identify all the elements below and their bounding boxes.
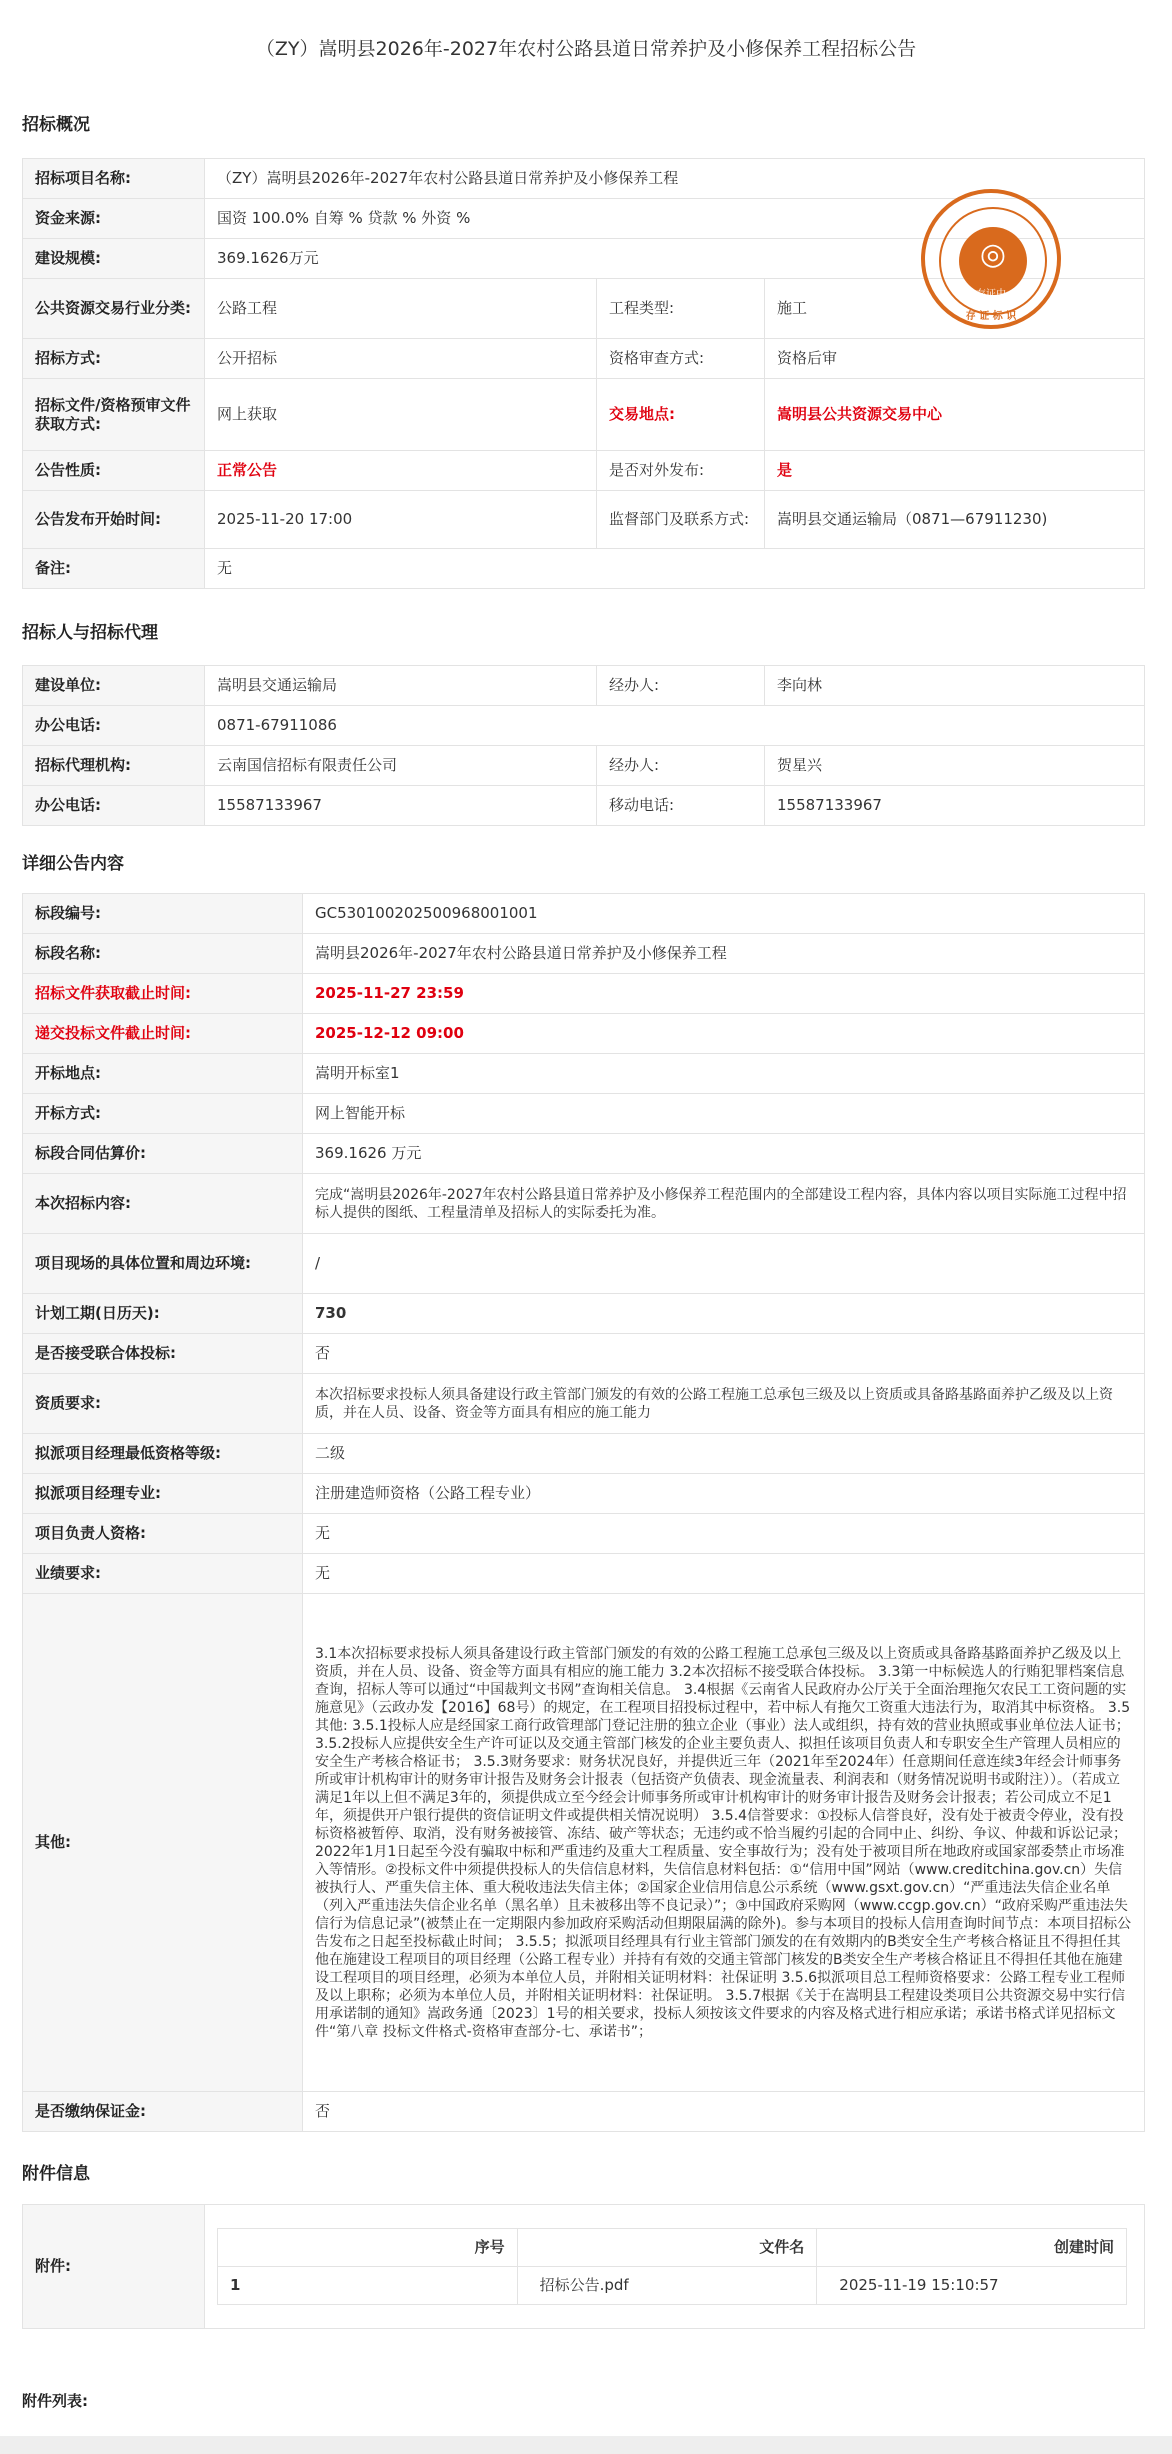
- mobile-value: 15587133967: [765, 786, 1145, 826]
- handler-label: 经办人:: [597, 666, 765, 706]
- column-header-created: 创建时间: [817, 2229, 1127, 2267]
- project-type-label: 工程类型:: [597, 279, 765, 339]
- mobile-label: 移动电话:: [597, 786, 765, 826]
- detail-value: 完成“嵩明县2026年-2027年农村公路县道日常养护及小修保养工程范围内的全部建设工程内容，具体内容以项目实际施工过程中招标人提供的图纸、工程量清单及招标人的实际委托为准。: [303, 1174, 1145, 1234]
- detail-value: 嵩明县2026年-2027年农村公路县道日常养护及小修保养工程: [303, 934, 1145, 974]
- nature-value: 正常公告: [205, 451, 597, 491]
- detail-label: 是否接受联合体投标:: [23, 1334, 303, 1374]
- project-type-value: 施工: [765, 279, 1145, 339]
- section-title-overview: 招标概况: [22, 115, 90, 135]
- attachments-inner-table: [217, 2228, 1127, 2305]
- detail-value: 2025-11-27 23:59: [303, 974, 1145, 1014]
- section-title-agency: 招标人与招标代理: [22, 623, 158, 643]
- venue-value: 嵩明县公共资源交易中心: [765, 379, 1145, 451]
- nature-label: 公告性质:: [23, 451, 205, 491]
- agent-handler-value: 贺星兴: [765, 746, 1145, 786]
- detail-label: 其他:: [23, 1594, 303, 2092]
- certification-seal: [921, 189, 1061, 329]
- seal-mid-text: 存证中: [976, 289, 1006, 300]
- detail-value: 无: [303, 1514, 1145, 1554]
- seal-bottom-text: 存 证 标 识: [965, 311, 1017, 322]
- detail-value: GC5301002025009680010​01: [303, 894, 1145, 934]
- detail-value: 注册建造师资格（公路工程专业）: [303, 1474, 1145, 1514]
- detail-label: 招标文件获取截止时间:: [23, 974, 303, 1014]
- supervisor-value: 嵩明县交通运输局（0871—67911230): [765, 491, 1145, 549]
- attachments-label: 附件:: [23, 2205, 205, 2329]
- unit-label: 建设单位:: [23, 666, 205, 706]
- project-name-value: （ZY）嵩明县2026年-2027年农村公路县道日常养护及小修保养工程: [205, 159, 1145, 199]
- handler-value: 李向林: [765, 666, 1145, 706]
- detail-label: 本次招标内容:: [23, 1174, 303, 1234]
- remark-label: 备注:: [23, 549, 205, 589]
- detail-value: 嵩明开标室1: [303, 1054, 1145, 1094]
- detail-value: 二级: [303, 1434, 1145, 1474]
- section-title-detail: 详细公告内容: [22, 854, 124, 874]
- bottom-bar: [0, 2436, 1172, 2454]
- start-value: 2025-11-20 17:00: [205, 491, 597, 549]
- start-label: 公告发布开始时间:: [23, 491, 205, 549]
- agent-phone-value: 15587133967: [205, 786, 597, 826]
- supervisor-label: 监督部门及联系方式:: [597, 491, 765, 549]
- phone-value: 0871-67911086: [205, 706, 1145, 746]
- review-label: 资格审查方式:: [597, 339, 765, 379]
- detail-label: 标段合同估算价:: [23, 1134, 303, 1174]
- method-value: 公开招标: [205, 339, 597, 379]
- column-header-no: 序号: [218, 2229, 518, 2267]
- detail-label: 递交投标文件截止时间:: [23, 1014, 303, 1054]
- detail-label: 拟派项目经理专业:: [23, 1474, 303, 1514]
- review-value: 资格后审: [765, 339, 1145, 379]
- docs-label: 招标文件/资格预审文件获取方式:: [23, 379, 205, 451]
- detail-value: 否: [303, 1334, 1145, 1374]
- remark-value: 无: [205, 549, 1145, 589]
- detail-value: 本次招标要求投标人须具备建设行政主管部门颁发的有效的公路工程施工总承包三级及以上资质或具备路基路面养护乙级及以上资质，并在人员、设备、资金等方面具有相应的施工能力: [303, 1374, 1145, 1434]
- funding-value: 国资 100.0% 自筹 % 贷款 % 外资 %: [205, 199, 1145, 239]
- agency-table: [22, 665, 1145, 826]
- attachment-created: 2025-11-19 15:10:57: [817, 2267, 1127, 2305]
- attachment-file-link[interactable]: 招标公告.pdf: [517, 2267, 817, 2305]
- unit-value: 嵩明县交通运输局: [205, 666, 597, 706]
- agent-label: 招标代理机构:: [23, 746, 205, 786]
- detail-value-other: 3.1本次招标要求投标人须具备建设行政主管部门颁发的有效的公路工程施工总承包三级及以上资质或具备路基路面养护乙级及以上资质，并在人员、设备、资金等方面具有相应的施工能力 3.2本次招标不接受联合体投标。 3.3第一中标候选人的行贿犯罪档案信息查询，招标人等可以通过“中国裁判文书网”查询相关信息。 3.4根据《云南省人民政府办公厅关于全面治理拖欠农民工工资问题的实施意见》（云政办发【2016】68号）的规定，在工程项目招投标过程中，若中标人有拖欠工资重大违法行为，取消其中标资格。 3.5 其他: 3.5.1投标人应是经国家工商行政管理部门登记注册的独立企业（事业）法人或组织，持有效的营业执照或事业单位法人证书； 3.5.2投标人应提供安全生产许可证以及交通主管部门核发的企业主要负责人、拟担任该项目负责人和专职安全生产管理人员相应的安全生产考核合格证书； 3.5.3财务要求：财务状况良好，并提供近三年（2021年至2024年）任意期间任意连续3年经会计师事务所或审计机构审计的财务审计报告及财务会计报表（包括资产负债表、现金流量表、利润表和（财务情况说明书或附注））。（若成立满足1年以上但不满足3年的，须提供成立至今经会计师事务所或审计机构审计的财务审计报告及财务会计报表；若公司成立不足1年，须提供开户银行提供的资信证明文件或提供相关情况说明） 3.5.4信誉要求：①投标人信誉良好，没有处于被责令停业，没有投标资格被暂停、取消，没有财务被接管、冻结、破产等状态；无违约或不恰当履约引起的合同中止、纠纷、争议、仲裁和诉讼记录；2022年1月1日起至今没有骗取中标和严重违约及重大工程质量、安全事故行为；没有处于被项目所在地政府或国家部委禁止市场准入等情形。②投标文件中须提供投标人的失信信息材料，失信信息材料包括：①“信用中国”网站（www.creditchina.gov.cn）失信被执行人、严重失信主体、重大税收违法失信主体；②国家企业信用信息公示系统（www.gsxt.gov.cn）“严重违法失信企业名单（列入严重违法失信企业名单（黑名单）且未被移出等不良记录）”；③中国政府采购网（www.ccgp.gov.cn）“政府采购严重违法失信行为信息记录”(被禁止在一定期限内参加政府采购活动但期限届满的除外)。参与本项目的投标人信用查询时间节点：本项目招标公告发布之日起至投标截止时间； 3.5.5；拟派项目经理具有行业主管部门颁发的在有效期内的B类安全生产考核合格证且不得担任其他在施建设工程项目的项目经理（公路工程专业）并持有有效的交通主管部门核发的B类安全生产考核合格证且不得担任其他在施建设工程项目的项目经理，必须为本单位人员，并附相关证明材料：社保证明 3.5.6拟派项目总工程师资格要求：公路工程专业工程师及以上职称；必须为本单位人员，并附相关证明材料：社保证明。 3.5.7根据《关于在嵩明县工程建设类项目公共资源交易中实行信用承诺制的通知》嵩政务通〔2023〕1号的相关要求，投标人须按该文件要求的内容及格式进行相应承诺；承诺书格式详见招标文件“第八章 投标文件格式-资格审查部分-七、承诺书”；: [303, 1594, 1145, 2092]
- detail-label: 标段名称:: [23, 934, 303, 974]
- detail-label: 拟派项目经理最低资格等级:: [23, 1434, 303, 1474]
- attachments-cell: [205, 2205, 1145, 2329]
- detail-value: 2025-12-12 09:00: [303, 1014, 1145, 1054]
- project-name-label: 招标项目名称:: [23, 159, 205, 199]
- detail-value: 369.1626 万元: [303, 1134, 1145, 1174]
- detail-label: 项目负责人资格:: [23, 1514, 303, 1554]
- external-label: 是否对外发布:: [597, 451, 765, 491]
- detail-label: 项目现场的具体位置和周边环境:: [23, 1234, 303, 1294]
- venue-label: 交易地点:: [597, 379, 765, 451]
- agent-phone-label: 办公电话:: [23, 786, 205, 826]
- seal-logo-icon: ◎: [959, 227, 1027, 295]
- docs-value: 网上获取: [205, 379, 597, 451]
- detail-value: 网上智能开标: [303, 1094, 1145, 1134]
- phone-label: 办公电话:: [23, 706, 205, 746]
- scale-label: 建设规模:: [23, 239, 205, 279]
- detail-table: [22, 893, 1145, 2132]
- detail-label: 业绩要求:: [23, 1554, 303, 1594]
- detail-value: 无: [303, 1554, 1145, 1594]
- detail-label: 资质要求:: [23, 1374, 303, 1434]
- method-label: 招标方式:: [23, 339, 205, 379]
- detail-value: 否: [303, 2092, 1145, 2132]
- detail-value: /: [303, 1234, 1145, 1294]
- detail-label: 开标方式:: [23, 1094, 303, 1134]
- agent-handler-label: 经办人:: [597, 746, 765, 786]
- attachments-list-label: 附件列表:: [22, 2392, 88, 2410]
- scale-value: 369.1626万元: [205, 239, 1145, 279]
- attachments-table: [22, 2204, 1145, 2329]
- detail-label: 是否缴纳保证金:: [23, 2092, 303, 2132]
- column-header-name: 文件名: [517, 2229, 817, 2267]
- detail-value: 730: [303, 1294, 1145, 1334]
- page-title: （ZY）嵩明县2026年-2027年农村公路县道日常养护及小修保养工程招标公告: [255, 38, 917, 60]
- detail-label: 开标地点:: [23, 1054, 303, 1094]
- external-value: 是: [765, 451, 1145, 491]
- attachment-no: 1: [218, 2267, 518, 2305]
- category-value: 公路工程: [205, 279, 597, 339]
- section-title-attachments: 附件信息: [22, 2164, 90, 2184]
- category-label: 公共资源交易行业分类:: [23, 279, 205, 339]
- table-row: [218, 2267, 1127, 2305]
- agent-value: 云南国信招标有限责任公司: [205, 746, 597, 786]
- funding-label: 资金来源:: [23, 199, 205, 239]
- detail-label: 计划工期(日历天):: [23, 1294, 303, 1334]
- detail-label: 标段编号:: [23, 894, 303, 934]
